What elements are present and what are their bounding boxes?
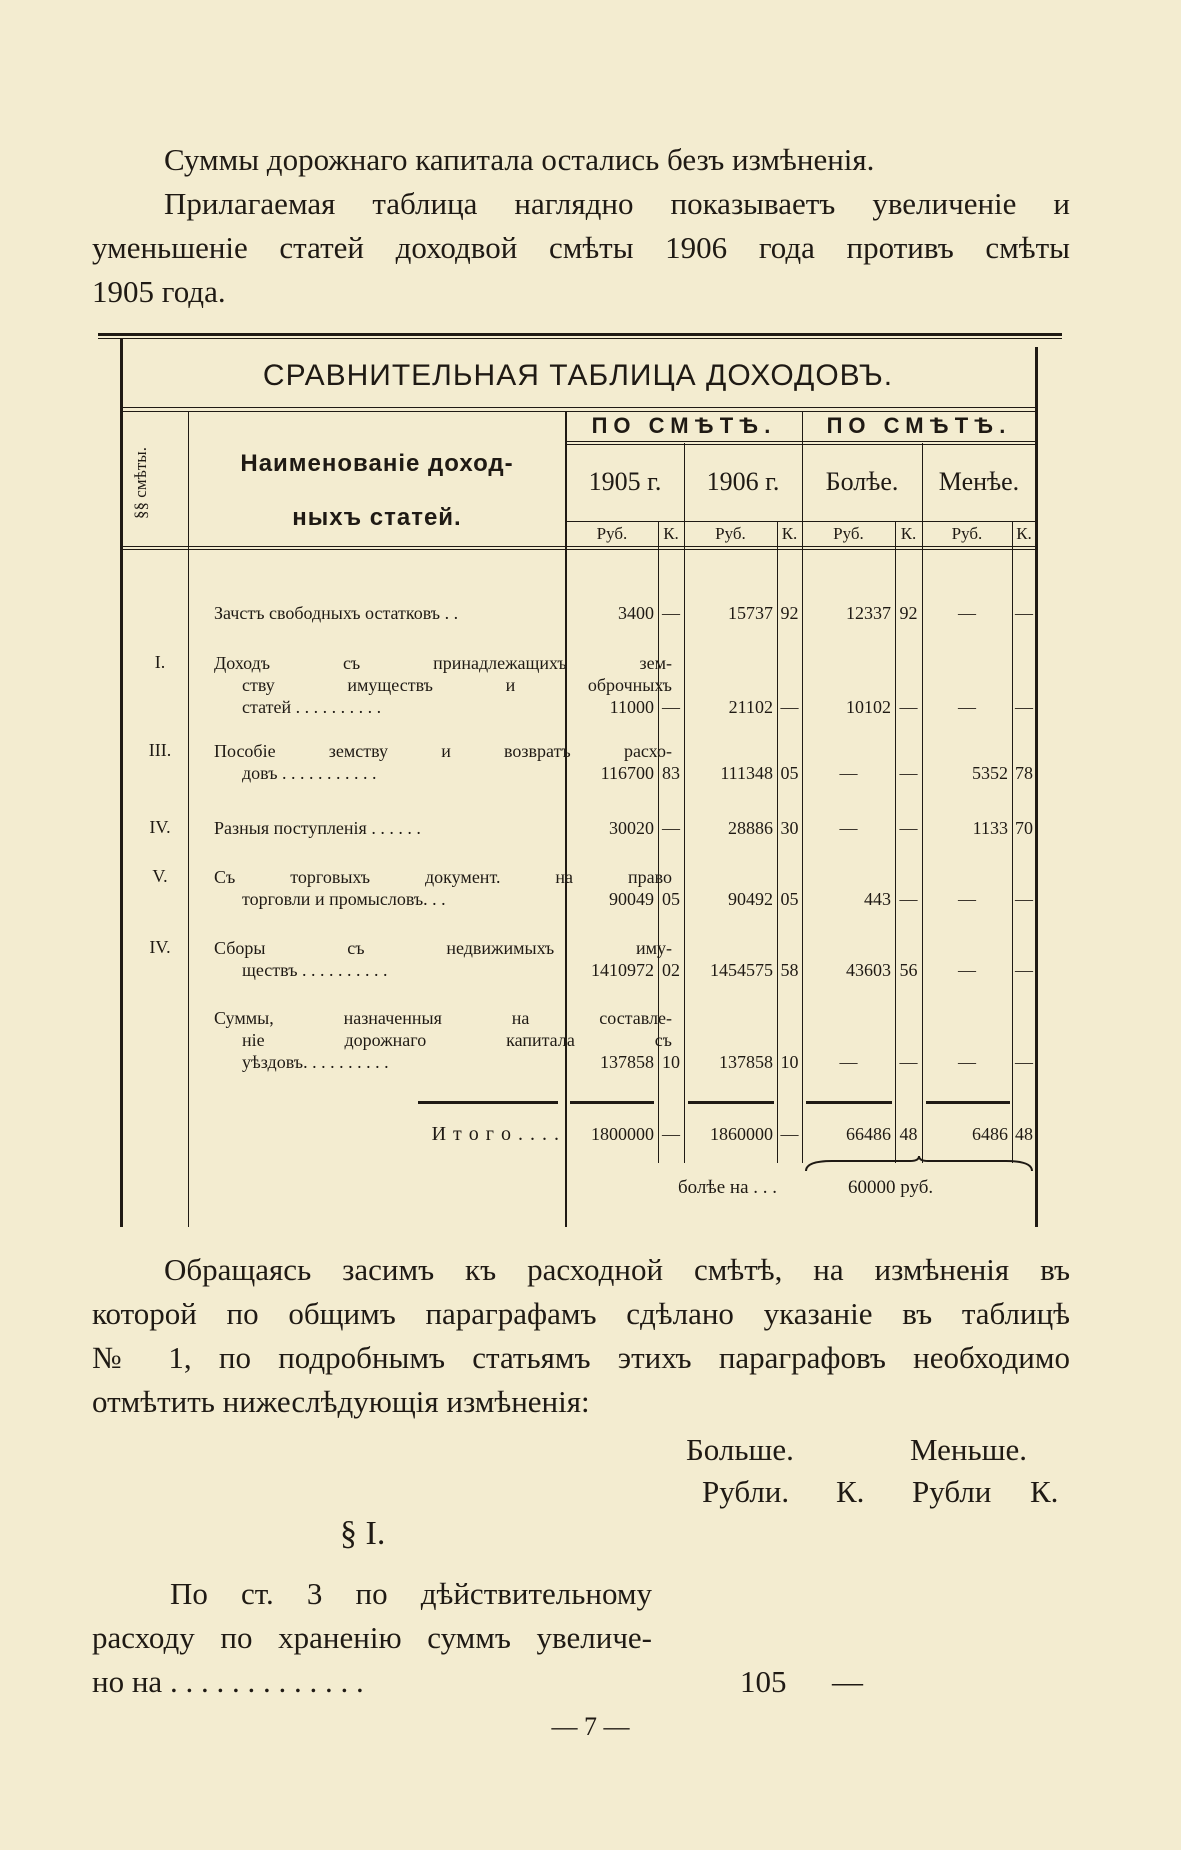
value-1905-rub: 11000 [609,697,654,717]
value-less-kop: — [1015,1052,1033,1072]
value-more-kop: 92 [899,603,918,623]
table-row-name: Суммы, назначенныя на составле- ніе дорожнаго капитала съ уѣздовъ. . . . . . . . . . [214,1008,672,1072]
estimate-group-header: ПО СМѢТѢ. [591,413,777,438]
value-less-rub: — [958,889,976,909]
intro-paragraph [92,138,1070,314]
value-1906-kop: 10 [780,1052,799,1072]
body-line: Обращаясь засимъ къ расходной смѣтѣ, на измѣненія въ [164,1252,1070,1287]
total-1905-rub: 1800000 [591,1124,654,1144]
value-1906-rub: 137858 [719,1052,773,1072]
value-less-kop: — [1015,603,1033,623]
name-column-header: Наименованіе доход- ныхъ статей. [240,450,514,531]
difference-brace [802,1155,1036,1177]
intro-line: 1905 года. [92,274,226,309]
col-heading-kop2: К. [1030,1474,1059,1509]
unit-label: К. [1016,524,1032,543]
table-caption: СРАВНИТЕЛЬНАЯ ТАБЛИЦА ДОХОДОВЪ. [262,359,894,392]
table-rule [120,407,1036,408]
value-less-kop: — [1015,697,1033,717]
value-1905-rub: 116700 [600,763,654,783]
total-more-kop: 48 [899,1124,918,1144]
total-less-rub: 6486 [972,1124,1008,1144]
total-less-kop: 48 [1015,1124,1033,1144]
item-kop: — [832,1664,863,1699]
value-1905-rub: 3400 [618,603,654,623]
value-1905-rub: 30020 [609,818,654,838]
value-1905-kop: — [662,697,680,717]
table-row-name: Зачстъ свободныхъ остатковъ . . [214,603,459,623]
table-row-name: Доходъ съ принадлежащихъ зем- ству имуществъ и оброчныхъ статей . . . . . . . . . . [214,653,672,717]
value-less-rub: — [958,697,976,717]
item-entry [92,1572,652,1704]
table-rule [120,411,1036,412]
total-1906-rub: 1860000 [710,1124,773,1144]
value-less-kop: — [1015,960,1033,980]
table-border [120,338,123,1227]
value-1906-kop: 05 [780,889,799,909]
value-1905-kop: 83 [662,763,680,783]
section-number: V. [152,866,168,886]
unit-label: Руб. [833,524,864,543]
difference-label: болѣе на . . . [678,1177,777,1198]
page-number: — 7 — [551,1712,630,1741]
col-less-header: Менѣе. [938,467,1020,496]
section-number: IV. [149,937,171,957]
unit-label: Руб. [596,524,628,543]
value-more-rub: — [839,763,858,783]
total-1906-kop: — [780,1124,799,1144]
item-line: расходу по храненію суммъ увеличе- [92,1620,652,1655]
table-rule [98,333,1062,336]
table-rule [566,444,1036,445]
value-more-rub: 12337 [846,603,891,623]
value-1905-rub: 137858 [600,1052,654,1072]
value-1906-kop: 05 [780,763,799,783]
value-less-rub: 5352 [972,763,1008,783]
value-less-kop: 78 [1015,763,1033,783]
value-1906-rub: 21102 [728,697,773,717]
value-more-kop: — [899,818,918,838]
paragraph-title: § I. [340,1515,386,1552]
value-more-rub: 443 [864,889,891,909]
table-row-name: Сборы съ недвижимыхъ иму- ществъ . . . . . . . . . . [214,938,672,980]
table-row-name: Съ торговыхъ документ. на право торговли и промысловъ. . . [214,867,672,909]
total-1905-kop: — [662,1124,680,1144]
total-rule [926,1101,1010,1104]
intro-line: Суммы дорожнаго капитала остались безъ измѣненія. [164,142,875,177]
value-1906-rub: 28886 [728,818,773,838]
table-row-name: Разныя поступленія . . . . . . [214,818,421,838]
intro-line: уменьшеніе статей доходвой смѣты 1906 года противъ смѣты [92,230,1070,265]
unit-label: К. [663,524,679,543]
section-number: III. [148,740,172,760]
total-label: И т о г о . . . . [431,1123,560,1145]
unit-label: К. [900,524,917,543]
value-1906-kop: — [780,697,799,717]
total-rule [806,1101,892,1104]
table-rule [98,338,1062,339]
value-1906-rub: 90492 [728,889,773,909]
intro-line: Прилагаемая таблица наглядно показываетъ увеличеніе и [164,186,1070,221]
value-more-kop: — [899,889,918,909]
item-amount: 105 [740,1664,787,1699]
value-1906-kop: 58 [780,960,799,980]
total-rule [688,1101,774,1104]
col-heading-kop1: К. [836,1474,865,1509]
value-1906-rub: 111348 [720,763,773,783]
value-more-rub: — [839,1052,858,1072]
col-heading-more: Больше. [686,1432,794,1467]
table-row-name: Пособіе земству и возвратъ расхо- довъ . . . . . . . . . . . [214,741,672,783]
estimate-group-header: ПО СМѢТѢ. [826,413,1012,438]
value-1905-rub: 1410972 [591,960,654,980]
col-heading-rub1: Рубли. [702,1474,790,1509]
value-1905-kop: 10 [662,1052,680,1072]
difference-value: 60000 руб. [848,1177,934,1198]
value-more-kop: — [899,697,918,717]
value-more-kop: — [899,1052,918,1072]
value-1906-kop: 92 [780,603,799,623]
item-line: По ст. 3 по дѣйствительному [170,1576,652,1611]
body-paragraph [92,1248,1070,1424]
body-line: № 1, по подробнымъ статьямъ этихъ параграфовъ необходимо [92,1340,1070,1375]
value-1905-kop: — [662,603,680,623]
col-heading-less: Меньше. [910,1432,1028,1467]
value-less-rub: — [958,1052,976,1072]
value-more-kop: 56 [899,960,918,980]
section-column-header: §§ смѣты. [131,447,150,519]
value-less-kop: 70 [1015,818,1033,838]
revenue-comparison-table [118,333,1041,1227]
value-1905-kop: — [662,818,680,838]
total-rule [570,1101,654,1104]
col-1906-header: 1906 г. [706,467,780,496]
value-1906-rub: 1454575 [710,960,773,980]
body-line: которой по общимъ параграфамъ сдѣлано указаніе въ таблицѣ [92,1296,1070,1331]
table-rule [120,546,1036,550]
item-line: но на . . . . . . . . . . . . . [92,1664,364,1699]
unit-label: Руб. [715,524,746,543]
value-less-kop: — [1015,889,1033,909]
value-less-rub: — [958,960,976,980]
table-rule [566,521,1036,522]
value-1905-kop: 05 [662,889,680,909]
table-rule [566,441,1036,442]
value-1905-kop: 02 [662,960,680,980]
value-1905-rub: 90049 [609,889,654,909]
value-less-rub: — [958,603,976,623]
table-divider [188,411,189,1227]
section-number: I. [154,652,166,672]
col-1905-header: 1905 г. [588,467,662,496]
body-line: отмѣтить нижеслѣдующія измѣненія: [92,1384,590,1419]
unit-label: Руб. [951,524,983,543]
value-more-kop: — [899,763,918,783]
value-1906-kop: 30 [780,818,799,838]
value-1906-rub: 15737 [728,603,773,623]
col-heading-rub2: Рубли [912,1474,992,1509]
col-more-header: Болѣе. [825,467,899,496]
total-more-rub: 66486 [846,1124,891,1144]
unit-label: К. [781,524,798,543]
value-more-rub: 43603 [846,960,891,980]
value-more-rub: — [839,818,858,838]
value-more-rub: 10102 [846,697,891,717]
total-rule [418,1101,558,1104]
section-number: IV. [149,817,171,837]
value-less-rub: 1133 [972,818,1008,838]
